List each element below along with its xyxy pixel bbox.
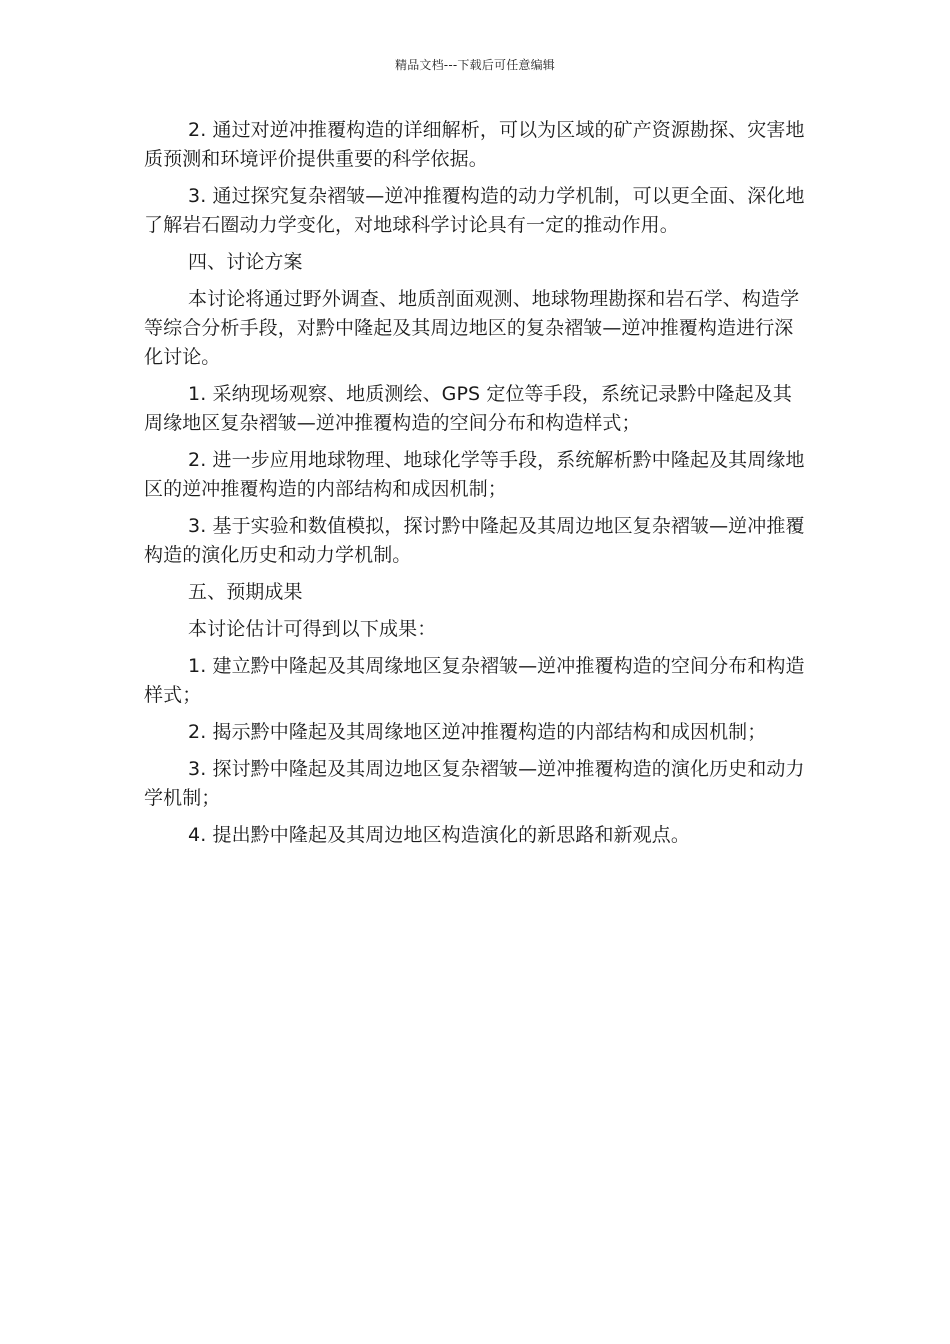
section-heading-results: 五、预期成果 [188, 581, 303, 603]
paragraph-results-3: 3. 探讨黔中隆起及其周边地区复杂褶皱—逆冲推覆构造的演化历史和动力学机制； [144, 758, 805, 809]
paragraph-plan-intro: 本讨论将通过野外调查、地质剖面观测、地球物理勘探和岩石学、构造学等综合分析手段，对黔中隆起及其周边地区的复杂褶皱—逆冲推覆构造进行深化讨论。 [144, 288, 800, 368]
paragraph-results-1: 1. 建立黔中隆起及其周缘地区复杂褶皱—逆冲推覆构造的空间分布和构造样式； [144, 655, 805, 706]
paragraph-results-4: 4. 提出黔中隆起及其周边地区构造演化的新思路和新观点。 [188, 824, 690, 846]
document-body [144, 116, 808, 858]
paragraph-significance-2: 2. 通过对逆冲推覆构造的详细解析，可以为区域的矿产资源勘探、灾害地质预测和环境评价提供重要的科学依据。 [144, 119, 805, 170]
paragraph-plan-1: 1. 采纳现场观察、地质测绘、GPS 定位等手段，系统记录黔中隆起及其周缘地区复杂褶皱—逆冲推覆构造的空间分布和构造样式； [144, 383, 792, 434]
section-heading-plan: 四、讨论方案 [188, 251, 303, 273]
paragraph-results-intro: 本讨论估计可得到以下成果： [188, 618, 437, 640]
paragraph-significance-3: 3. 通过探究复杂褶皱—逆冲推覆构造的动力学机制，可以更全面、深化地了解岩石圈动力学变化，对地球科学讨论具有一定的推动作用。 [144, 185, 805, 236]
page-header: 精品文档---下载后可任意编辑 [395, 58, 555, 72]
paragraph-plan-3: 3. 基于实验和数值模拟，探讨黔中隆起及其周边地区复杂褶皱—逆冲推覆构造的演化历史和动力学机制。 [144, 515, 805, 566]
paragraph-results-2: 2. 揭示黔中隆起及其周缘地区逆冲推覆构造的内部结构和成因机制； [188, 721, 767, 743]
paragraph-plan-2: 2. 进一步应用地球物理、地球化学等手段，系统解析黔中隆起及其周缘地区的逆冲推覆构造的内部结构和成因机制； [144, 449, 805, 500]
